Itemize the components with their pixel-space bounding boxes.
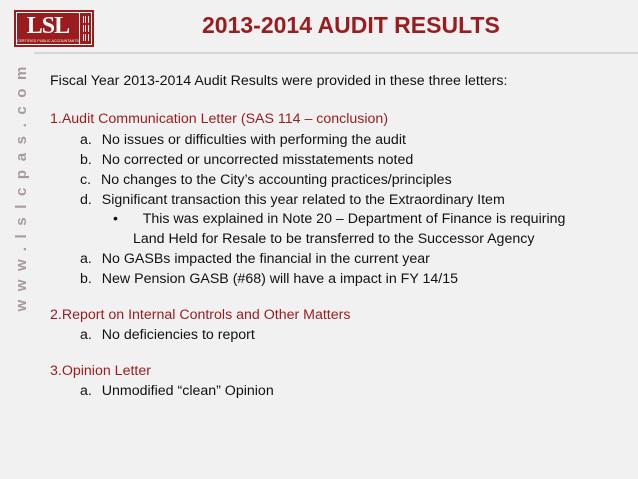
- logo-dot-grid-icon: [80, 12, 92, 45]
- lsl-logo: [14, 10, 94, 47]
- section-heading-3: 3.Opinion Letter: [50, 363, 151, 379]
- logo-wordmark: [16, 12, 80, 45]
- logo-text: LSL: [26, 13, 70, 39]
- website-vertical-text: www.lslcpas.com: [13, 58, 30, 312]
- list-marker: b.: [80, 271, 92, 287]
- sub-bullet-continuation: Land Held for Resale to be transferred to the Successor Agency: [133, 231, 535, 247]
- list-item-text: No corrected or uncorrected misstatements noted: [101, 152, 414, 168]
- list-item: [80, 270, 458, 288]
- list-item-text: Significant transaction this year related to the Extraordinary Item: [101, 192, 505, 208]
- section-heading-2: 2.Report on Internal Controls and Other Matters: [50, 307, 351, 323]
- list-marker: a.: [80, 327, 92, 343]
- list-marker: a.: [80, 132, 92, 148]
- sub-bullet: [113, 210, 565, 228]
- list-marker: a.: [80, 383, 92, 399]
- list-item-text: Unmodified “clean” Opinion: [101, 383, 274, 399]
- list-item: [80, 171, 452, 189]
- list-item-text: New Pension GASB (#68) will have a impact in FY 14/15: [101, 271, 458, 287]
- list-item: [80, 382, 274, 400]
- list-item: [80, 151, 413, 169]
- list-marker: b.: [80, 152, 92, 168]
- list-item-text: No changes to the City’s accounting practices/principles: [101, 172, 452, 188]
- intro-text: Fiscal Year 2013-2014 Audit Results were provided in these three letters:: [50, 73, 508, 89]
- list-item: [80, 131, 406, 149]
- list-item-text: No issues or difficulties with performing the audit: [101, 132, 406, 148]
- sub-bullet-text: This was explained in Note 20 – Department of Finance is requiring: [142, 211, 566, 227]
- list-item-text: No GASBs impacted the financial in the current year: [101, 251, 430, 267]
- list-item-text: No deficiencies to report: [101, 327, 255, 343]
- list-item: [80, 191, 505, 209]
- bullet-marker: •: [113, 211, 118, 227]
- list-item: [80, 250, 430, 268]
- section-heading-1: 1.Audit Communication Letter (SAS 114 – conclusion): [50, 111, 389, 127]
- title-divider: [34, 52, 638, 54]
- list-marker: c.: [80, 172, 92, 188]
- list-marker: d.: [80, 192, 92, 208]
- list-item: [80, 326, 255, 344]
- list-marker: a.: [80, 251, 92, 267]
- logo-tagline: CERTIFIED PUBLIC ACCOUNTANTS: [17, 39, 79, 43]
- page-title: 2013-2014 AUDIT RESULTS: [202, 12, 500, 38]
